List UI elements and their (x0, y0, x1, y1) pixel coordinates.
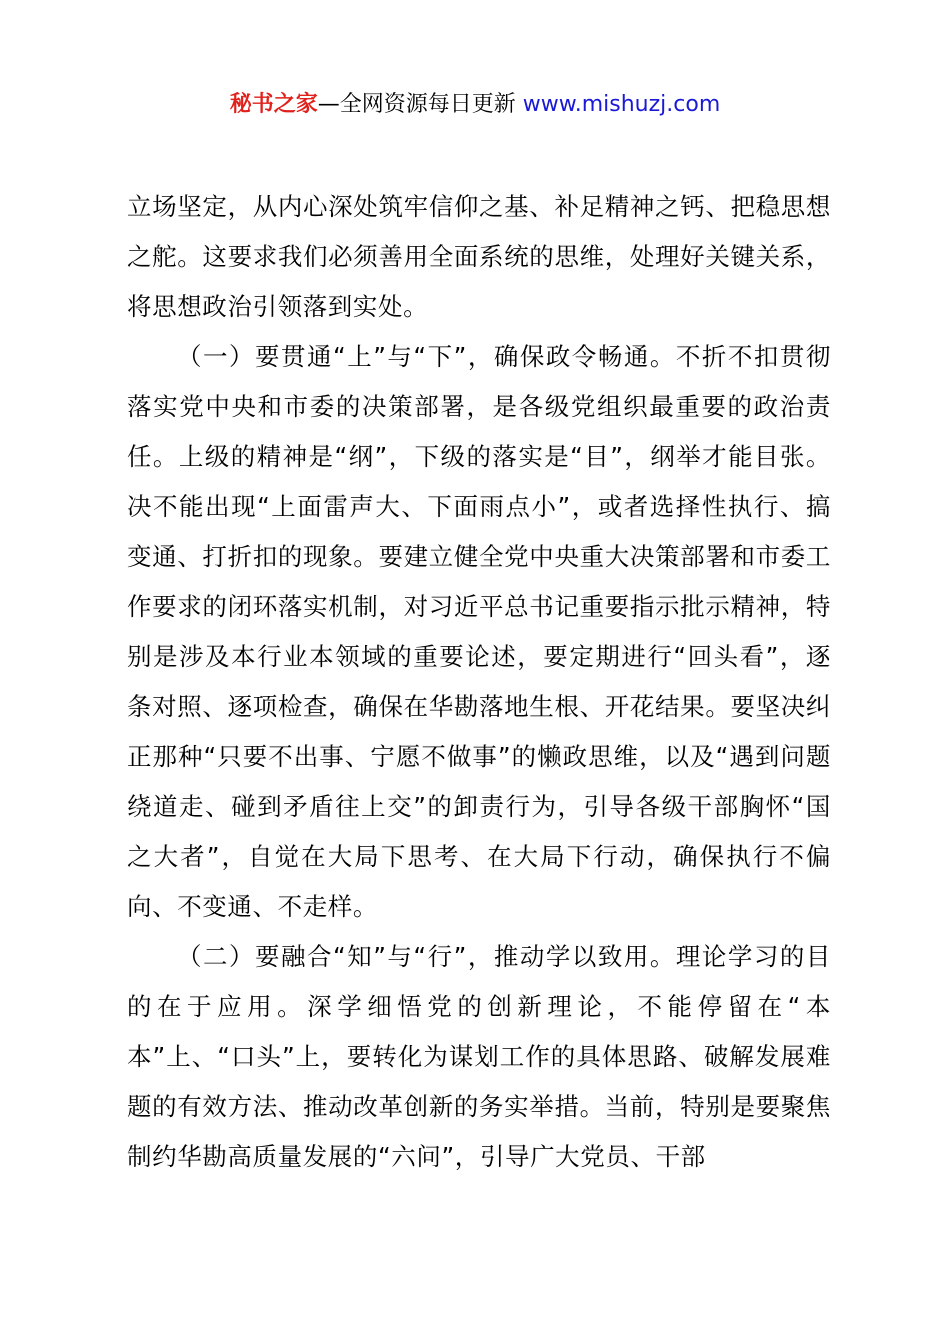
paragraph-section-two: （二）要融合“知”与“行”，推动学以致用。理论学习的目的在于应用。深学细悟党的创新理论，不能停留在“本本”上、“口头”上，要转化为谋划工作的具体思路、破解发展难题的有效方法、推动改革创新的务实举措。当前，特别是要聚焦制约华勘高质量发展的“六问”，引导广大党员、干部 (127, 942, 831, 1171)
site-brand: 秘书之家 (229, 92, 318, 117)
site-header (0, 88, 950, 122)
site-url-link[interactable]: www.mishuzj.com (522, 92, 721, 117)
site-tagline: —全网资源每日更新 (317, 92, 523, 117)
paragraph-section-one: （一）要贯通“上”与“下”，确保政令畅通。不折不扣贯彻落实党中央和市委的决策部署，是各级党组织最重要的政治责任。上级的精神是“纲”，下级的落实是“目”，纲举才能目张。决不能出现“上面雷声大、下面雨点小”，或者选择性执行、搞变通、打折扣的现象。要建立健全党中央重大决策部署和市委工作要求的闭环落实机制，对习近平总书记重要指示批示精神，特别是涉及本行业本领域的重要论述，要定期进行“回头看”，逐条对照、逐项检查，确保在华勘落地生根、开花结果。要坚决纠正那种“只要不出事、宁愿不做事”的懒政思维，以及“遇到问题绕道走、碰到矛盾往上交”的卸责行为，引导各级干部胸怀“国之大者”，自觉在大局下思考、在大局下行动，确保执行不偏向、不变通、不走样。 (127, 342, 831, 921)
paragraph-continuation: 立场坚定，从内心深处筑牢信仰之基、补足精神之钙、把稳思想之舵。这要求我们必须善用全面系统的思维，处理好关键关系，将思想政治引领落到实处。 (127, 192, 831, 321)
document-body (127, 182, 831, 1182)
